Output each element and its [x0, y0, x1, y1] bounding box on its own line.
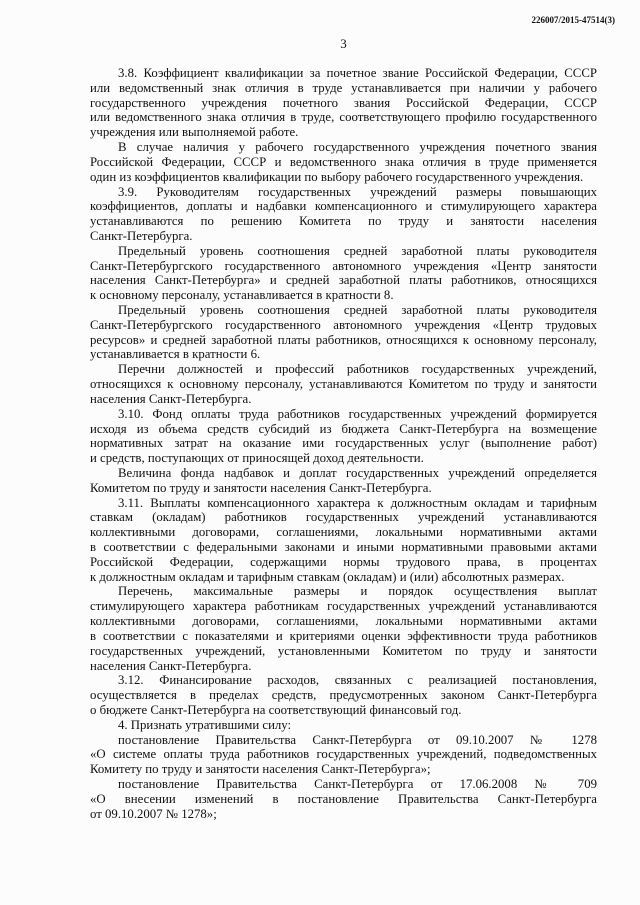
repealed-resolution-709: [90, 777, 597, 821]
text-line: Предельный уровень соотношения средней заработной платы руководителя: [118, 243, 597, 258]
text-line: Санкт-Петербурга.: [90, 228, 193, 243]
text-line: государственного учреждения почетного звания Российской Федерации, СССР: [90, 95, 597, 110]
clause-3-10-paragraph: [90, 407, 597, 466]
text-line: постановление Правительства Санкт-Петербурга от 17.06.2008 № 709: [118, 777, 597, 791]
bonus-fund-paragraph: [90, 466, 597, 496]
text-line: «О системе оплаты труда работников государственных учреждений, подведомственных: [90, 747, 597, 762]
text-line: Санкт-Петербургского государственного автономного учреждения «Центр занятости: [90, 258, 597, 273]
text-line: в соответствии с федеральными законами и иными нормативными правовыми актами: [90, 540, 597, 554]
text-line: стимулирующего характера работникам государственных учреждений устанавливаются: [90, 599, 597, 614]
text-line: государственных учреждений, установленными Комитетом по труду и занятости: [90, 643, 597, 658]
text-line: о бюджете Санкт-Петербурга на соответствующий финансовый год.: [90, 702, 462, 717]
text-line: Комитетом по труду и занятости населения Санкт-Петербурга.: [90, 480, 432, 495]
honorary-title-choice-paragraph: [90, 140, 597, 184]
text-line: Величина фонда надбавок и доплат государственных учреждений определяется: [118, 465, 597, 480]
text-line: один из коэффициентов квалификации по выбору рабочего государственного учреждения.: [90, 169, 584, 184]
employment-center-ratio-paragraph: [90, 244, 597, 303]
clause-4-heading: [90, 718, 597, 733]
document-body: [90, 66, 597, 821]
staff-positions-list-paragraph: [90, 362, 597, 406]
text-line: населения Санкт-Петербурга.: [90, 658, 252, 673]
clause-3-8-paragraph: [90, 66, 597, 140]
text-line: к основному персоналу, устанавливается в кратности 8.: [90, 288, 394, 303]
text-line: или ведомственного знака отличия в труде, соответствующего профилю государственного: [90, 110, 597, 125]
text-line: к должностным окладам и тарифным ставкам (окладам) и (или) абсолютных размерах.: [90, 569, 565, 584]
text-line: населения Санкт-Петербурга.: [90, 391, 252, 406]
text-line: и средств, поступающих от приносящей доход деятельности.: [90, 451, 424, 466]
text-line: населения Санкт-Петербурга» и средней заработной платы работников, относящихся: [90, 273, 597, 288]
clause-3-12-paragraph: [90, 673, 597, 717]
text-line: коллективными договорами, соглашениями, локальными нормативными актами: [90, 614, 597, 629]
text-line: 3.12. Финансирование расходов, связанных с реализацией постановления,: [118, 673, 597, 688]
text-line: устанавливаются по решению Комитета по труду и занятости населения: [90, 214, 597, 229]
incentive-payments-paragraph: [90, 584, 597, 673]
text-line: ставкам (окладам) работников государственных учреждений устанавливаются: [90, 510, 597, 525]
text-line: Перечень, максимальные размеры и порядок осуществления выплат: [118, 584, 597, 599]
text-line: в соответствии с показателями и критериями оценки эффективности труда работников: [90, 628, 597, 643]
text-line: нормативных затрат на оказание ими государственных услуг (выполнение работ): [90, 436, 597, 451]
text-line: 3.10. Фонд оплаты труда работников государственных учреждений формируется: [118, 406, 597, 421]
repealed-resolution-1278: [90, 733, 597, 777]
labor-resources-center-ratio-paragraph: [90, 303, 597, 362]
text-line: Перечни должностей и профессий работников государственных учреждений,: [118, 362, 597, 377]
text-line: Российской Федерации, содержащими нормы трудового права, в процентах: [90, 554, 597, 569]
text-line: В случае наличия у рабочего государственного учреждения почетного звания: [118, 140, 597, 155]
text-line: коэффициентов, доплаты и надбавки компенсационного и стимулирующего характера: [90, 199, 597, 214]
text-line: от 09.10.2007 № 1278»;: [90, 806, 217, 821]
text-line: ресурсов» и средней заработной платы работников, относящихся к основному персоналу,: [90, 332, 597, 347]
text-line: устанавливается в кратности 6.: [90, 347, 261, 362]
text-line: 3.8. Коэффициент квалификации за почетное звание Российской Федерации, СССР: [118, 66, 597, 80]
text-line: осуществляется в пределах средств, предусмотренных законом Санкт-Петербурга: [90, 688, 597, 703]
clause-3-11-paragraph: [90, 496, 597, 585]
text-line: Предельный уровень соотношения средней заработной платы руководителя: [118, 303, 597, 317]
text-line: 4. Признать утратившими силу:: [118, 717, 292, 732]
text-line: коллективными договорами, соглашениями, локальными нормативными актами: [90, 525, 597, 540]
page-number: 3: [340, 36, 347, 51]
text-line: исходя из объема средств субсидий из бюджета Санкт-Петербурга на возмещение: [90, 421, 597, 436]
text-line: постановление Правительства Санкт-Петербурга от 09.10.2007 № 1278: [118, 732, 597, 747]
document-registration-number: 226007/2015-47514(3): [531, 15, 615, 25]
text-line: 3.9. Руководителям государственных учреждений размеры повышающих: [118, 184, 597, 199]
text-line: или ведомственный знак отличия в труде устанавливается при наличии у рабочего: [90, 80, 597, 95]
text-line: «О внесении изменений в постановление Правительства Санкт-Петербурга: [90, 791, 597, 806]
text-line: Санкт-Петербургского государственного автономного учреждения «Центр трудовых: [90, 317, 597, 332]
text-line: относящихся к основному персоналу, устанавливаются Комитетом по труду и занятости: [90, 377, 597, 392]
text-line: 3.11. Выплаты компенсационного характера к должностным окладам и тарифным: [118, 495, 597, 510]
text-line: Российской Федерации, СССР и ведомственного знака отличия в труде применяется: [90, 154, 597, 169]
text-line: учреждения или выполняемой работе.: [90, 125, 299, 140]
text-line: Комитету по труду и занятости населения Санкт-Петербурга»;: [90, 762, 431, 777]
clause-3-9-paragraph: [90, 185, 597, 244]
